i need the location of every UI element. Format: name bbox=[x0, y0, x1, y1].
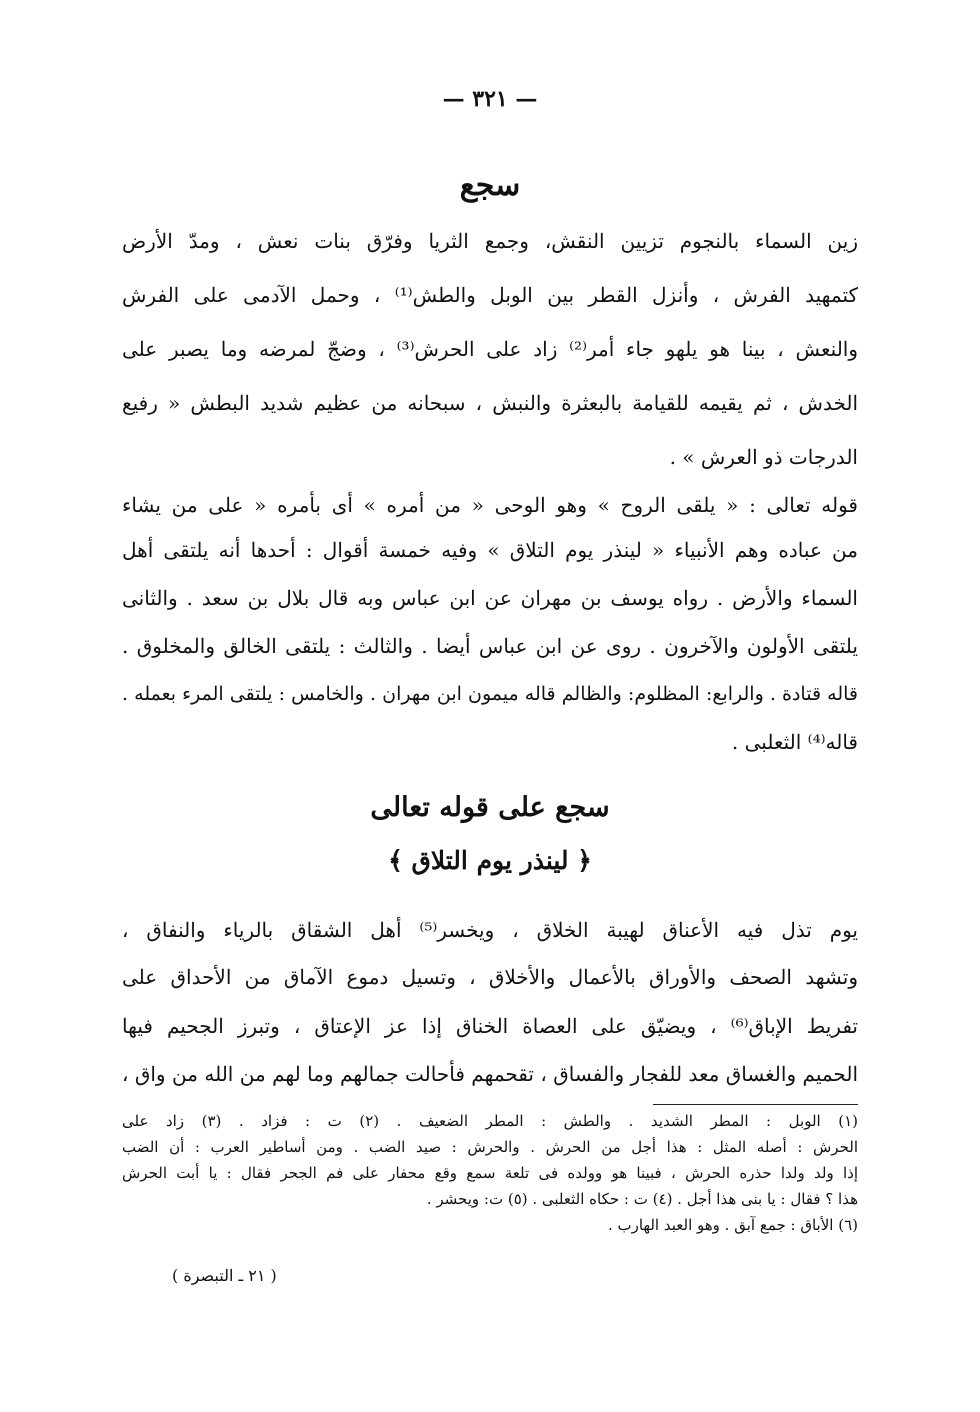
footnote-line: (٦) الأباق : جمع آبق . وهو العبد الهارب . bbox=[607, 1216, 858, 1234]
footnote-line: هذا ؟ فقال : يا بنى هذا أجل . (٤) ت : حكاه الثعلبى . (٥) ت: ويحشر . bbox=[426, 1190, 858, 1208]
text-line: قاله⁽⁴⁾ الثعلبى . bbox=[731, 730, 858, 754]
text-line: يلتقى الأولون والآخرون . روى عن ابن عباس أيضا . والثالث : يلتقى الخالق والمخلوق . bbox=[122, 634, 858, 658]
footnote-line: (١) الوبل : المطر الشديد . والطش : المطر الضعيف . (٢) ت : فزاد . (٣) زاد على bbox=[122, 1112, 858, 1130]
text-line: يوم تذل فيه الأعناق لهيبة الخلاق ، ويخسر⁽⁵⁾ أهل الشقاق بالرياء والنفاق ، bbox=[122, 918, 858, 942]
text-line: من عباده وهم الأنبياء « لينذر يوم التلاق » وفيه خمسة أقوال : أحدها أنه يلتقى أهل bbox=[122, 538, 858, 562]
section-heading-saj: سجع bbox=[459, 168, 521, 203]
text-line: كتمهيد الفرش ، وأنزل القطر بين الوبل والطش⁽¹⁾ ، وحمل الآدمى على الفرش bbox=[122, 283, 859, 307]
text-line: زين السماء بالنجوم تزيين النقش، وجمع الثريا وفرّق بنات نعش ، ومدّ الأرض bbox=[122, 229, 858, 253]
text-line: وتشهد الصحف والأوراق بالأعمال والأخلاق ، وتسيل دموع الآماق من الأحداق على bbox=[122, 965, 858, 989]
footnote-line: إذا ولد ولدا حذره الحرش ، فبينا هو وولده فى تلعة سمع وقع محفار على فم الجحر فقال : يا أبت الحرش bbox=[122, 1164, 858, 1182]
footnote-line: الحرش : أصله المثل : هذا أجل من الحرش . والحرش : صيد الضب . ومن أساطير العرب : أن الضب bbox=[122, 1138, 858, 1156]
text-line: الدرجات ذو العرش » . bbox=[669, 445, 858, 469]
verse-heading: ﴿ لينذر يوم التلاق ﴾ bbox=[388, 846, 592, 875]
page-number: — ٣٢١ — bbox=[442, 86, 538, 112]
text-line: الخدش ، ثم يقيمه للقيامة بالبعثرة والنبش ، سبحانه من عظيم شديد البطش « رفيع bbox=[122, 391, 858, 415]
text-line: والنعش ، بينا هو يلهو جاء أمر⁽²⁾ زاد على الحرش⁽³⁾ ، وضجّ لمرضه وما يصبر على bbox=[122, 337, 858, 361]
footnote-divider bbox=[653, 1104, 858, 1105]
text-line: السماء والأرض . رواه يوسف بن مهران عن ابن عباس وبه قال بلال بن سعد . والثانى bbox=[122, 586, 858, 610]
text-line: الحميم والغساق معد للفجار والفساق ، تقحمهم فأحالت جمالهم وما لهم من الله من واق ، bbox=[122, 1062, 858, 1086]
signature-mark: ( ٢١ ـ التبصرة ) bbox=[172, 1266, 277, 1285]
text-line: قوله تعالى : « يلقى الروح » وهو الوحى « من أمره » أى بأمره « على من يشاء bbox=[122, 493, 858, 517]
text-line: قاله قتادة . والرابع: المظلوم: والظالم قاله ميمون ابن مهران . والخامس : يلتقى المرء بعمله . bbox=[122, 683, 858, 705]
section-heading-saj-on-verse: سجع على قوله تعالى bbox=[370, 792, 610, 823]
text-line: تفريط الإباق⁽⁶⁾ ، ويضيّق على العصاة الخناق إذا عز الإعتاق ، وتبرز الجحيم فيها bbox=[122, 1014, 858, 1038]
